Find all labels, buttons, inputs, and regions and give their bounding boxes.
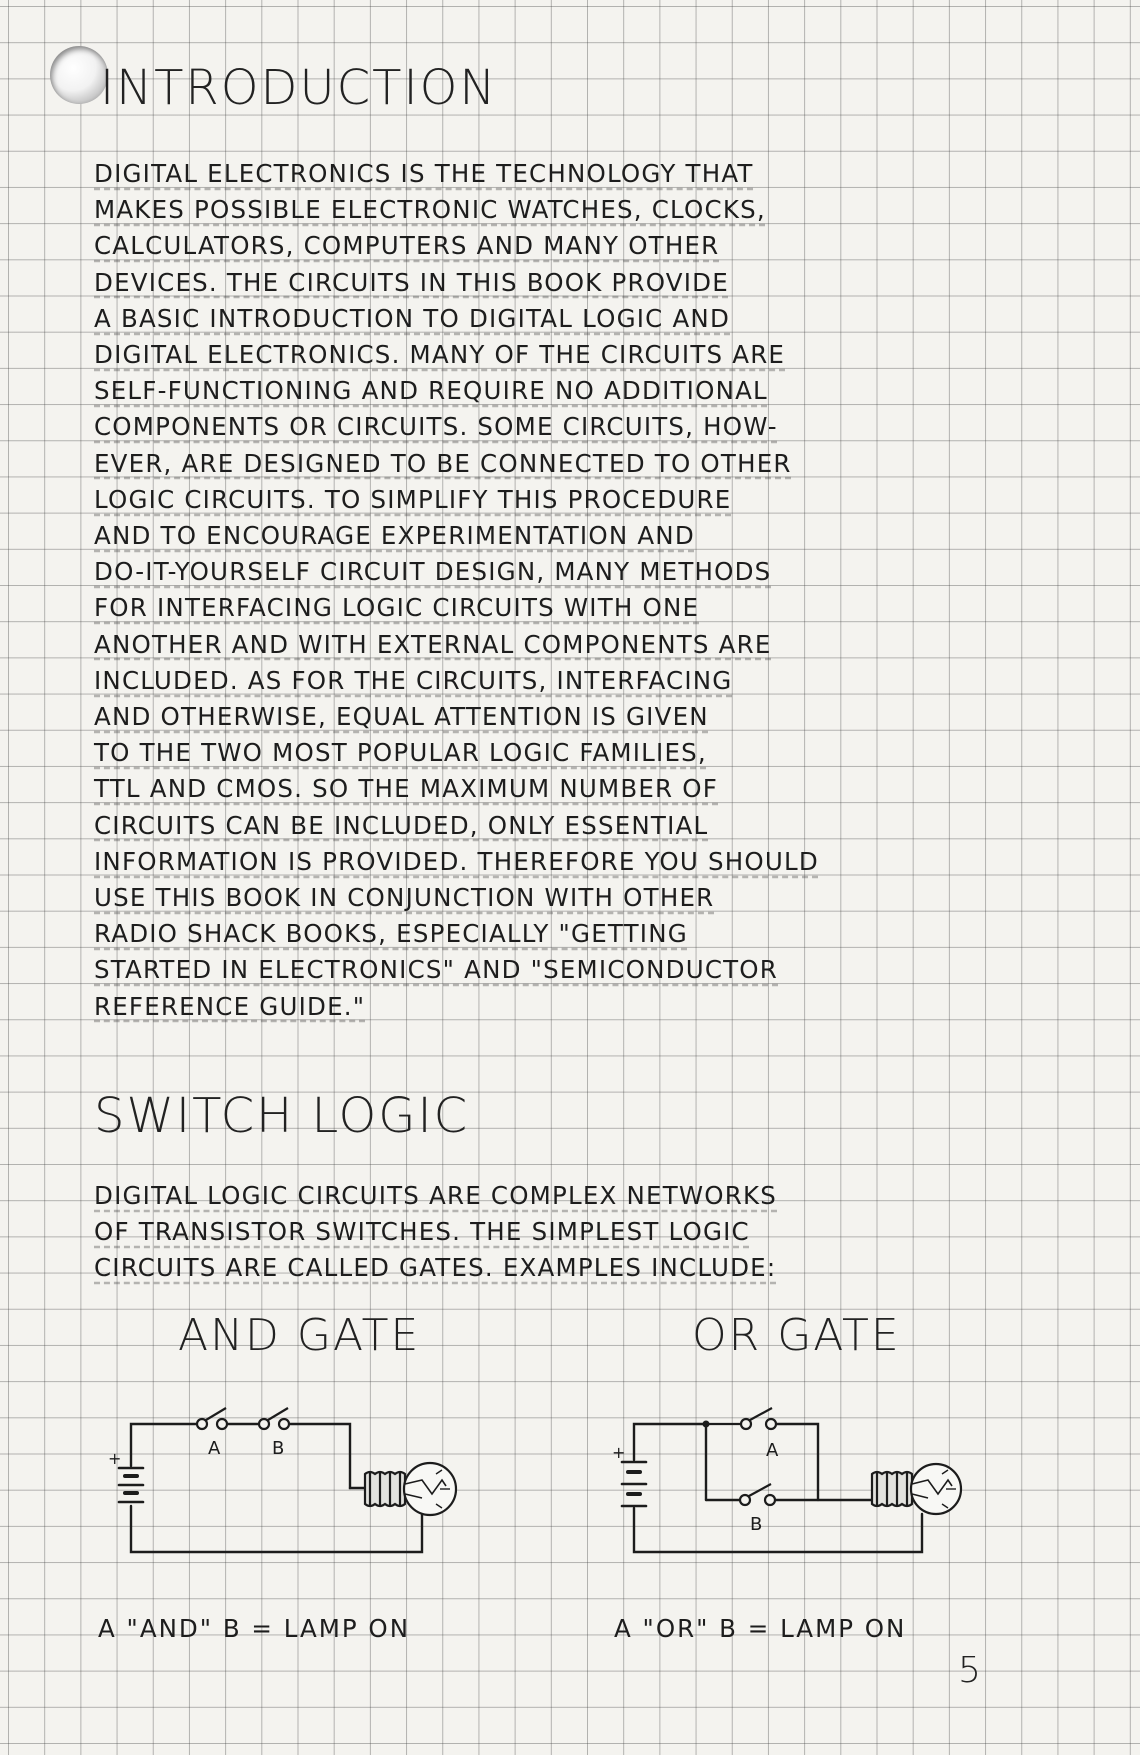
battery-icon [622, 1462, 646, 1506]
introduction-heading: INTRODUCTION [100, 60, 498, 116]
text-line: MAKES POSSIBLE ELECTRONIC WATCHES, CLOCKS, [94, 195, 766, 225]
switch-b-label: B [272, 1438, 285, 1459]
text-line: OF TRANSISTOR SWITCHES. THE SIMPLEST LOGIC [94, 1217, 750, 1247]
text-line: TO THE TWO MOST POPULAR LOGIC FAMILIES, [94, 738, 707, 768]
switch-b-label: B [750, 1514, 763, 1535]
text-line: AND OTHERWISE, EQUAL ATTENTION IS GIVEN [94, 702, 709, 732]
text-line: FOR INTERFACING LOGIC CIRCUITS WITH ONE [94, 593, 700, 623]
wire-switch-a-right [776, 1424, 818, 1500]
battery-plus-label: + [612, 1443, 626, 1462]
text-line: DIGITAL ELECTRONICS IS THE TECHNOLOGY THAT [94, 159, 754, 188]
wire-top-left [634, 1424, 706, 1460]
and-gate-title: AND GATE [178, 1310, 421, 1361]
text-line: CIRCUITS CAN BE INCLUDED, ONLY ESSENTIAL [94, 810, 709, 840]
switch-icon [740, 1484, 775, 1505]
text-line: INCLUDED. AS FOR THE CIRCUITS, INTERFACING [94, 665, 733, 695]
lamp-icon [365, 1463, 456, 1515]
or-gate-circuit-diagram [600, 1400, 1000, 1570]
switch-logic-heading: SWITCH LOGIC [94, 1088, 470, 1144]
or-gate-caption: A "OR" B = LAMP ON [614, 1614, 907, 1643]
switch-logic-paragraph [94, 1178, 1034, 1287]
text-line: REFERENCE GUIDE." [94, 991, 366, 1021]
text-line: DO-IT-YOURSELF CIRCUIT DESIGN, MANY METHODS [94, 557, 772, 587]
battery-plus-label: + [108, 1449, 122, 1468]
and-gate-circuit-diagram [100, 1400, 500, 1570]
text-line: A BASIC INTRODUCTION TO DIGITAL LOGIC AND [94, 303, 731, 333]
text-line: CALCULATORS, COMPUTERS AND MANY OTHER [94, 231, 720, 261]
wire-bottom [634, 1508, 922, 1552]
battery-icon [119, 1468, 143, 1502]
switch-icon [259, 1408, 289, 1429]
text-line: COMPONENTS OR CIRCUITS. SOME CIRCUITS, HOW- [94, 412, 778, 442]
text-line: USE THIS BOOK IN CONJUNCTION WITH OTHER [94, 883, 715, 913]
switch-a-label: A [766, 1440, 779, 1461]
text-line: AND TO ENCOURAGE EXPERIMENTATION AND [94, 521, 695, 551]
text-line: RADIO SHACK BOOKS, ESPECIALLY "GETTING [94, 919, 688, 949]
switch-icon [706, 1408, 776, 1429]
introduction-paragraph [94, 156, 1034, 1025]
text-line: DEVICES. THE CIRCUITS IN THIS BOOK PROVIDE [94, 267, 729, 297]
text-line: DIGITAL ELECTRONICS. MANY OF THE CIRCUITS ARE [94, 340, 786, 370]
or-gate-title: OR GATE [692, 1310, 901, 1361]
wire-top-left [131, 1424, 197, 1466]
text-line: SELF-FUNCTIONING AND REQUIRE NO ADDITIONAL [94, 376, 768, 406]
text-line: STARTED IN ELECTRONICS" AND "SEMICONDUCTOR [94, 955, 779, 985]
text-line: ANOTHER AND WITH EXTERNAL COMPONENTS ARE [94, 629, 772, 659]
text-line: INFORMATION IS PROVIDED. THEREFORE YOU SHOULD [94, 846, 819, 876]
and-gate-caption: A "AND" B = LAMP ON [98, 1614, 411, 1643]
switch-a-label: A [208, 1438, 221, 1459]
text-line: DIGITAL LOGIC CIRCUITS ARE COMPLEX NETWORKS [94, 1181, 778, 1210]
lamp-icon [872, 1464, 961, 1514]
switch-icon [197, 1408, 227, 1429]
text-line: TTL AND CMOS. SO THE MAXIMUM NUMBER OF [94, 774, 718, 804]
text-line: LOGIC CIRCUITS. TO SIMPLIFY THIS PROCEDURE [94, 484, 732, 514]
text-line: CIRCUITS ARE CALLED GATES. EXAMPLES INCLUDE: [94, 1253, 777, 1283]
wire-top-right [289, 1424, 365, 1488]
wire-bottom [131, 1506, 422, 1552]
page-number: 5 [958, 1650, 981, 1691]
text-line: EVER, ARE DESIGNED TO BE CONNECTED TO OTHER [94, 448, 792, 478]
